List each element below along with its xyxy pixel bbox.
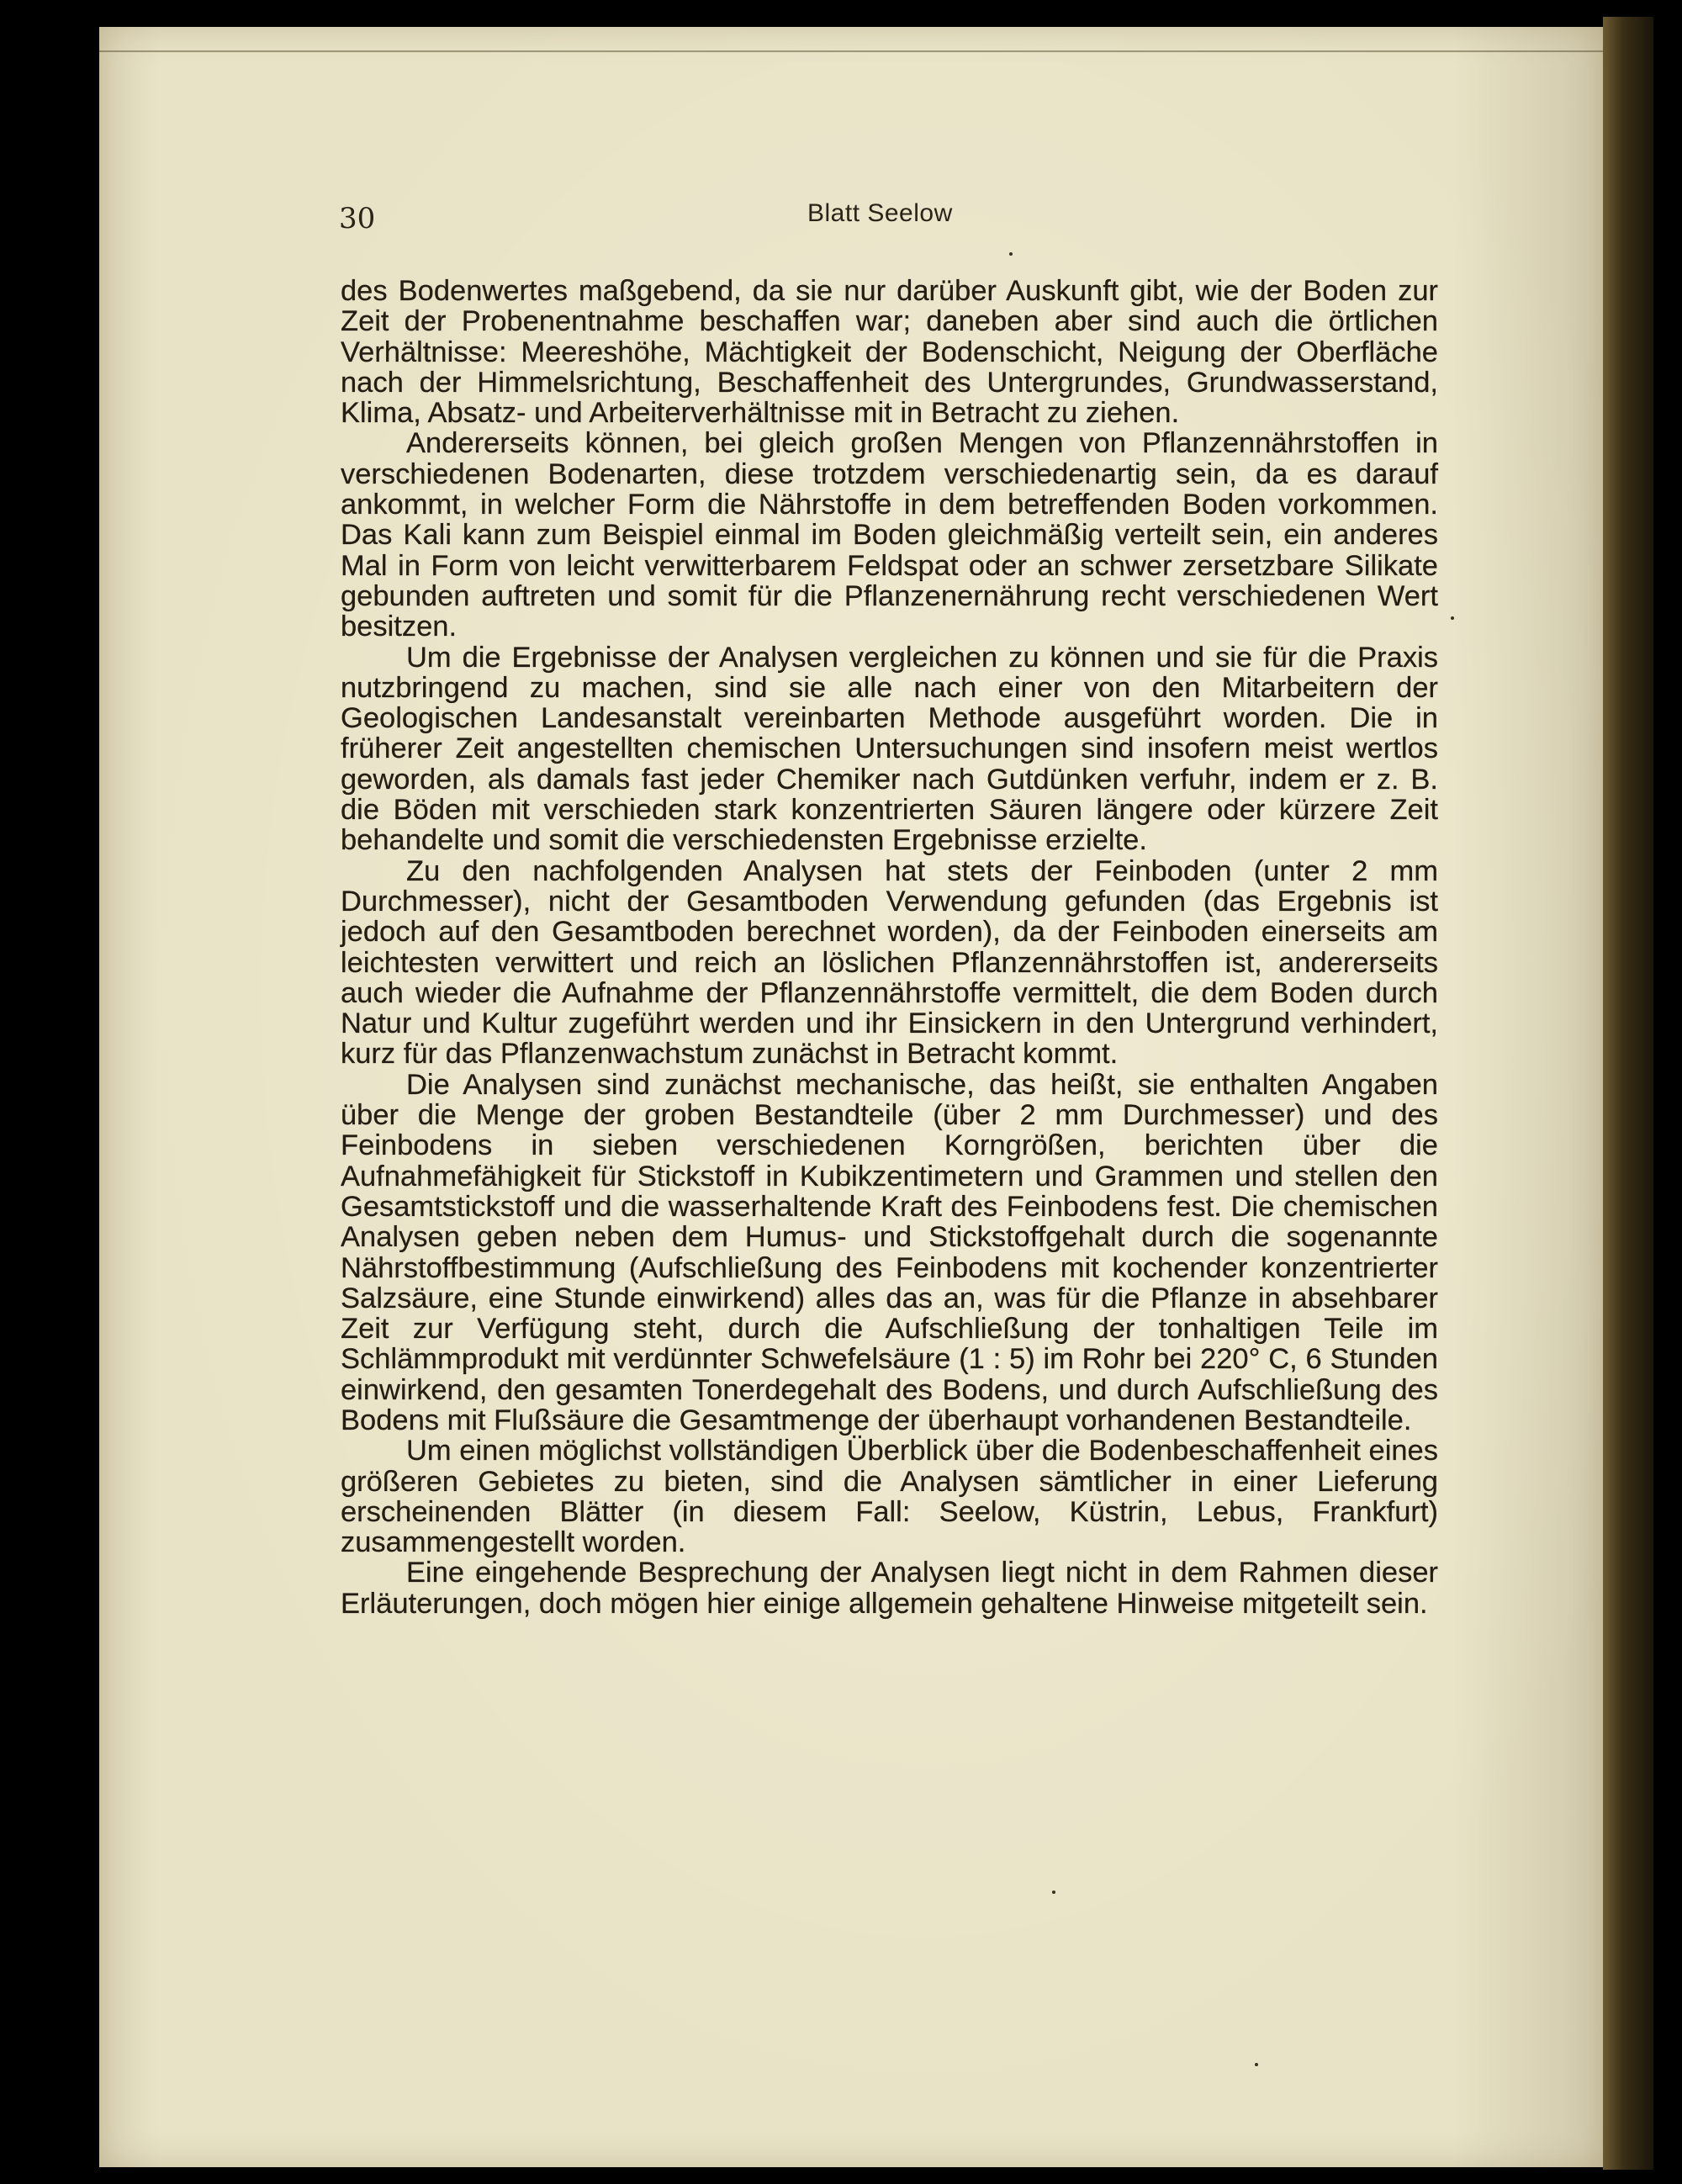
ink-speck: [1451, 616, 1454, 620]
running-head: Blatt Seelow: [807, 199, 953, 227]
ink-speck: [1255, 2063, 1258, 2066]
ink-speck: [1009, 252, 1013, 256]
ink-speck: [1052, 1891, 1055, 1894]
paragraph: Eine eingehende Besprechung der Analysen liegt nicht in dem Rahmen dieser Erläuterungen, doch mögen hier einige allgemein gehaltene Hinweise mitgeteilt sein.: [341, 1557, 1438, 1620]
paragraph: Um einen möglichst vollständigen Überblick über die Bodenbeschaffenheit eines größeren Gebietes zu bieten, sind die Analysen sämtlicher in einer Lieferung erscheinenden Blätter (in diesem Fall: Seelow, Küstrin, Lebus, Frankfurt) zusammengestellt worden.: [341, 1435, 1438, 1559]
page-top-rule: [99, 50, 1603, 52]
paragraph: Andererseits können, bei gleich großen Mengen von Pflanzennährstoffen in verschiedenen Bodenarten, diese trotzdem verschiedenartig sein, da es darauf ankommt, in welcher Form die Nährstoffe in dem betreffenden Boden vorkommen. Das Kali kann zum Beispiel einmal im Boden gleichmäßig verteilt sein, ein anderes Mal in Form von leicht verwitterbarem Feldspat oder an schwer zersetzbare Silikate gebunden auftreten und somit für die Pflanzenernährung recht verschiedenen Wert besitzen.: [341, 427, 1438, 643]
book-spine-edge: [1603, 17, 1653, 2170]
paragraph: Zu den nachfolgenden Analysen hat stets der Feinboden (unter 2 mm Durchmesser), nicht der Gesamtboden Verwendung gefunden (das Ergebnis ist jedoch auf den Gesamtboden berechnet worden), da der Feinboden einerseits am leichtesten verwittert und reich an löslichen Pflanzennährstoffen ist, andererseits auch wieder die Aufnahme der Pflanzennährstoffe vermittelt, die dem Boden durch Natur und Kultur zugeführt werden und ihr Einsickern in den Untergrund verhindert, kurz für das Pflanzenwachstum zunächst in Betracht kommt.: [341, 854, 1438, 1071]
paragraph: des Bodenwertes maßgebend, da sie nur darüber Auskunft gibt, wie der Boden zur Zeit der Probenentnahme beschaffen war; daneben aber sind auch die örtlichen Verhältnisse: Meereshöhe, Mächtigkeit der Bodenschicht, Neigung der Oberfläche nach der Himmelsrichtung, Beschaffenheit des Untergrundes, Grundwasserstand, Klima, Absatz- und Arbeiterverhältnisse mit in Betracht zu ziehen.: [341, 275, 1438, 430]
page-top-edge: [99, 27, 1603, 52]
paragraph: Die Analysen sind zunächst mechanische, das heißt, sie enthalten Angaben über die Menge der groben Bestandteile (über 2 mm Durchmesser) und des Feinbodens in sieben verschiedenen Korngrößen, berichten über die Aufnahmefähigkeit für Stickstoff in Kubikzentimetern und Grammen und stellen den Gesamtstickstoff und die wasserhaltende Kraft des Feinbodens fest. Die chemischen Analysen geben neben dem Humus- und Stickstoffgehalt durch die sogenannte Nährstoffbestimmung (Aufschließung des Feinbodens mit kochender konzentrierter Salzsäure, eine Stunde einwirkend) alles das an, was für die Pflanze in absehbarer Zeit zur Verfügung steht, durch die Aufschließung der tonhaltigen Teile im Schlämmprodukt mit verdünnter Schwefelsäure (1 : 5) im Rohr bei 220° C, 6 Stunden einwirkend, den gesamten Tonerdegehalt des Bodens, und durch Aufschließung des Bodens mit Flußsäure die Gesamtmenge der überhaupt vorhandenen Bestandteile.: [341, 1068, 1438, 1436]
paragraph: Um die Ergebnisse der Analysen vergleichen zu können und sie für die Praxis nutzbringend zu machen, sind sie alle nach einer von den Mitarbeitern der Geologischen Landesanstalt vereinbarten Methode ausgeführt worden. Die in früherer Zeit angestellten chemischen Untersuchungen sind insofern meist wertlos geworden, als damals fast jeder Chemiker nach Gutdünken verfuhr, indem er z. B. die Böden mit verschieden stark konzentrierten Säuren längere oder kürzere Zeit behandelte und somit die verschiedensten Ergebnisse erzielte.: [341, 641, 1438, 857]
body-text: [341, 276, 1438, 1619]
page-number: 30: [339, 202, 376, 235]
